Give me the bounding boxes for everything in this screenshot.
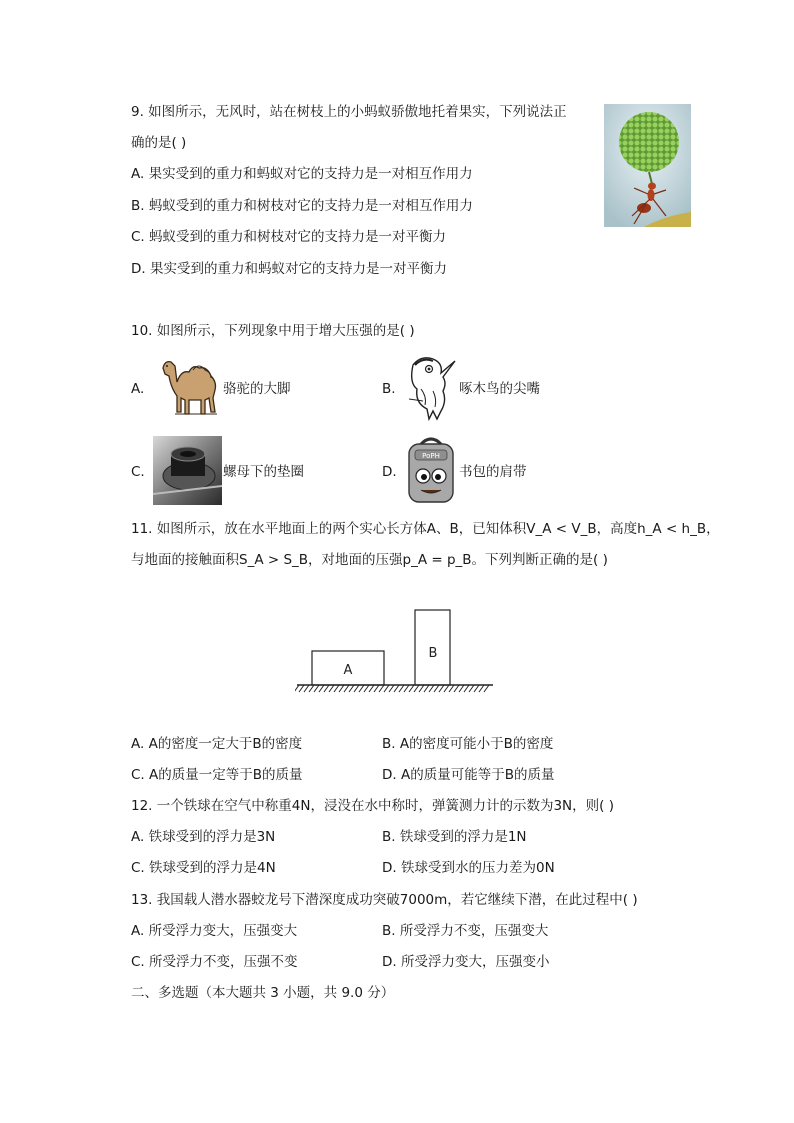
hatch-mark: [359, 685, 364, 692]
hatch-mark: [369, 685, 374, 692]
ant-fruit-image: [604, 104, 691, 227]
q9-option-c: C. 蚂蚁受到的重力和树枝对它的支持力是一对平衡力: [131, 229, 447, 245]
backpack-icon: [403, 436, 459, 504]
q11-stem-line1: 11. 如图所示，放在水平地面上的两个实心长方体A、B，已知体积V_A < V_B，高度h_A < h_B，: [131, 521, 720, 537]
q10-option-a-letter: A.: [131, 381, 145, 397]
q12-option-a: A. 铁球受到的浮力是3N: [131, 829, 276, 845]
hatch-mark: [329, 685, 334, 692]
q9-option-d: D. 果实受到的重力和蚂蚁对它的支持力是一对平衡力: [131, 261, 447, 277]
hatch-mark: [354, 685, 359, 692]
hatch-mark: [479, 685, 484, 692]
section2-title: 二、多选题（本大题共 3 小题，共 9.0 分）: [131, 985, 395, 1001]
q13-option-c: C. 所受浮力不变，压强不变: [131, 954, 298, 970]
q12-option-d: D. 铁球受到水的压力差为0N: [382, 860, 555, 876]
hatch-mark: [429, 685, 434, 692]
q10-option-d-letter: D.: [382, 464, 397, 480]
hatch-mark: [319, 685, 324, 692]
hatch-mark: [474, 685, 479, 692]
q12-stem: 12. 一个铁球在空气中称重4N，浸没在水中称时，弹簧测力计的示数为3N，则( ): [131, 798, 614, 814]
q9-stem-line1: 9. 如图所示，无风时，站在树枝上的小蚂蚁骄傲地托着果实，下列说法正: [131, 104, 567, 120]
hatch-mark: [384, 685, 389, 692]
q10-stem: 10. 如图所示，下列现象中用于增大压强的是( ): [131, 323, 415, 339]
q11-option-c: C. A的质量一定等于B的质量: [131, 767, 303, 783]
hatch-mark: [449, 685, 454, 692]
hatch-mark: [469, 685, 474, 692]
hatch-mark: [324, 685, 329, 692]
hatch-mark: [399, 685, 404, 692]
q12-option-b: B. 铁球受到的浮力是1N: [382, 829, 527, 845]
hatch-mark: [339, 685, 344, 692]
block-b-label: B: [428, 646, 438, 661]
q10-option-a-caption: 骆驼的大脚: [223, 381, 291, 397]
q11-option-d: D. A的质量可能等于B的质量: [382, 767, 555, 783]
hatch-mark: [424, 685, 429, 692]
hatch-mark: [404, 685, 409, 692]
camel-icon: [155, 354, 223, 420]
backpack-logo: PoPH: [422, 452, 440, 460]
q13-option-b: B. 所受浮力不变，压强变大: [382, 923, 549, 939]
q13-option-d: D. 所受浮力变大，压强变小: [382, 954, 550, 970]
q10-option-c-letter: C.: [131, 464, 145, 480]
q10-option-b-caption: 啄木鸟的尖嘴: [459, 381, 540, 397]
blocks-diagram: [295, 608, 495, 696]
fruit-shape: [619, 112, 679, 172]
hatch-mark: [299, 685, 304, 692]
hatch-mark: [309, 685, 314, 692]
hatch-mark: [295, 685, 299, 692]
hatch-mark: [344, 685, 349, 692]
hatch-mark: [419, 685, 424, 692]
q9-option-a: A. 果实受到的重力和蚂蚁对它的支持力是一对相互作用力: [131, 166, 473, 182]
q11-option-b: B. A的密度可能小于B的密度: [382, 736, 554, 752]
hatch-mark: [349, 685, 354, 692]
q13-option-a: A. 所受浮力变大，压强变大: [131, 923, 298, 939]
hatch-mark: [414, 685, 419, 692]
q10-option-d-caption: 书包的肩带: [459, 464, 527, 480]
q10-option-c-caption: 螺母下的垫圈: [223, 464, 304, 480]
hatch-mark: [379, 685, 384, 692]
q9-option-b: B. 蚂蚁受到的重力和树枝对它的支持力是一对相互作用力: [131, 198, 473, 214]
hatch-mark: [434, 685, 439, 692]
ground-hatching: [295, 685, 489, 692]
hatch-mark: [459, 685, 464, 692]
hatch-mark: [389, 685, 394, 692]
hatch-mark: [334, 685, 339, 692]
hatch-mark: [394, 685, 399, 692]
q11-stem-line2: 与地面的接触面积S_A > S_B，对地面的压强p_A = p_B。下列判断正确的是( ): [131, 552, 608, 568]
hatch-mark: [464, 685, 469, 692]
hatch-mark: [454, 685, 459, 692]
q12-option-c: C. 铁球受到的浮力是4N: [131, 860, 276, 876]
hatch-mark: [364, 685, 369, 692]
nut-washer-image: [153, 436, 222, 505]
hatch-mark: [444, 685, 449, 692]
block-a-label: A: [343, 663, 353, 678]
woodpecker-icon: [403, 353, 457, 421]
hatch-mark: [374, 685, 379, 692]
q10-option-b-letter: B.: [382, 381, 396, 397]
hatch-mark: [439, 685, 444, 692]
hatch-mark: [304, 685, 309, 692]
q9-stem-line2: 确的是( ): [131, 135, 187, 151]
hatch-mark: [484, 685, 489, 692]
hatch-mark: [409, 685, 414, 692]
q11-option-a: A. A的密度一定大于B的密度: [131, 736, 303, 752]
hatch-mark: [314, 685, 319, 692]
q13-stem: 13. 我国载人潜水器蛟龙号下潜深度成功突破7000m，若它继续下潜，在此过程中( ): [131, 892, 638, 908]
